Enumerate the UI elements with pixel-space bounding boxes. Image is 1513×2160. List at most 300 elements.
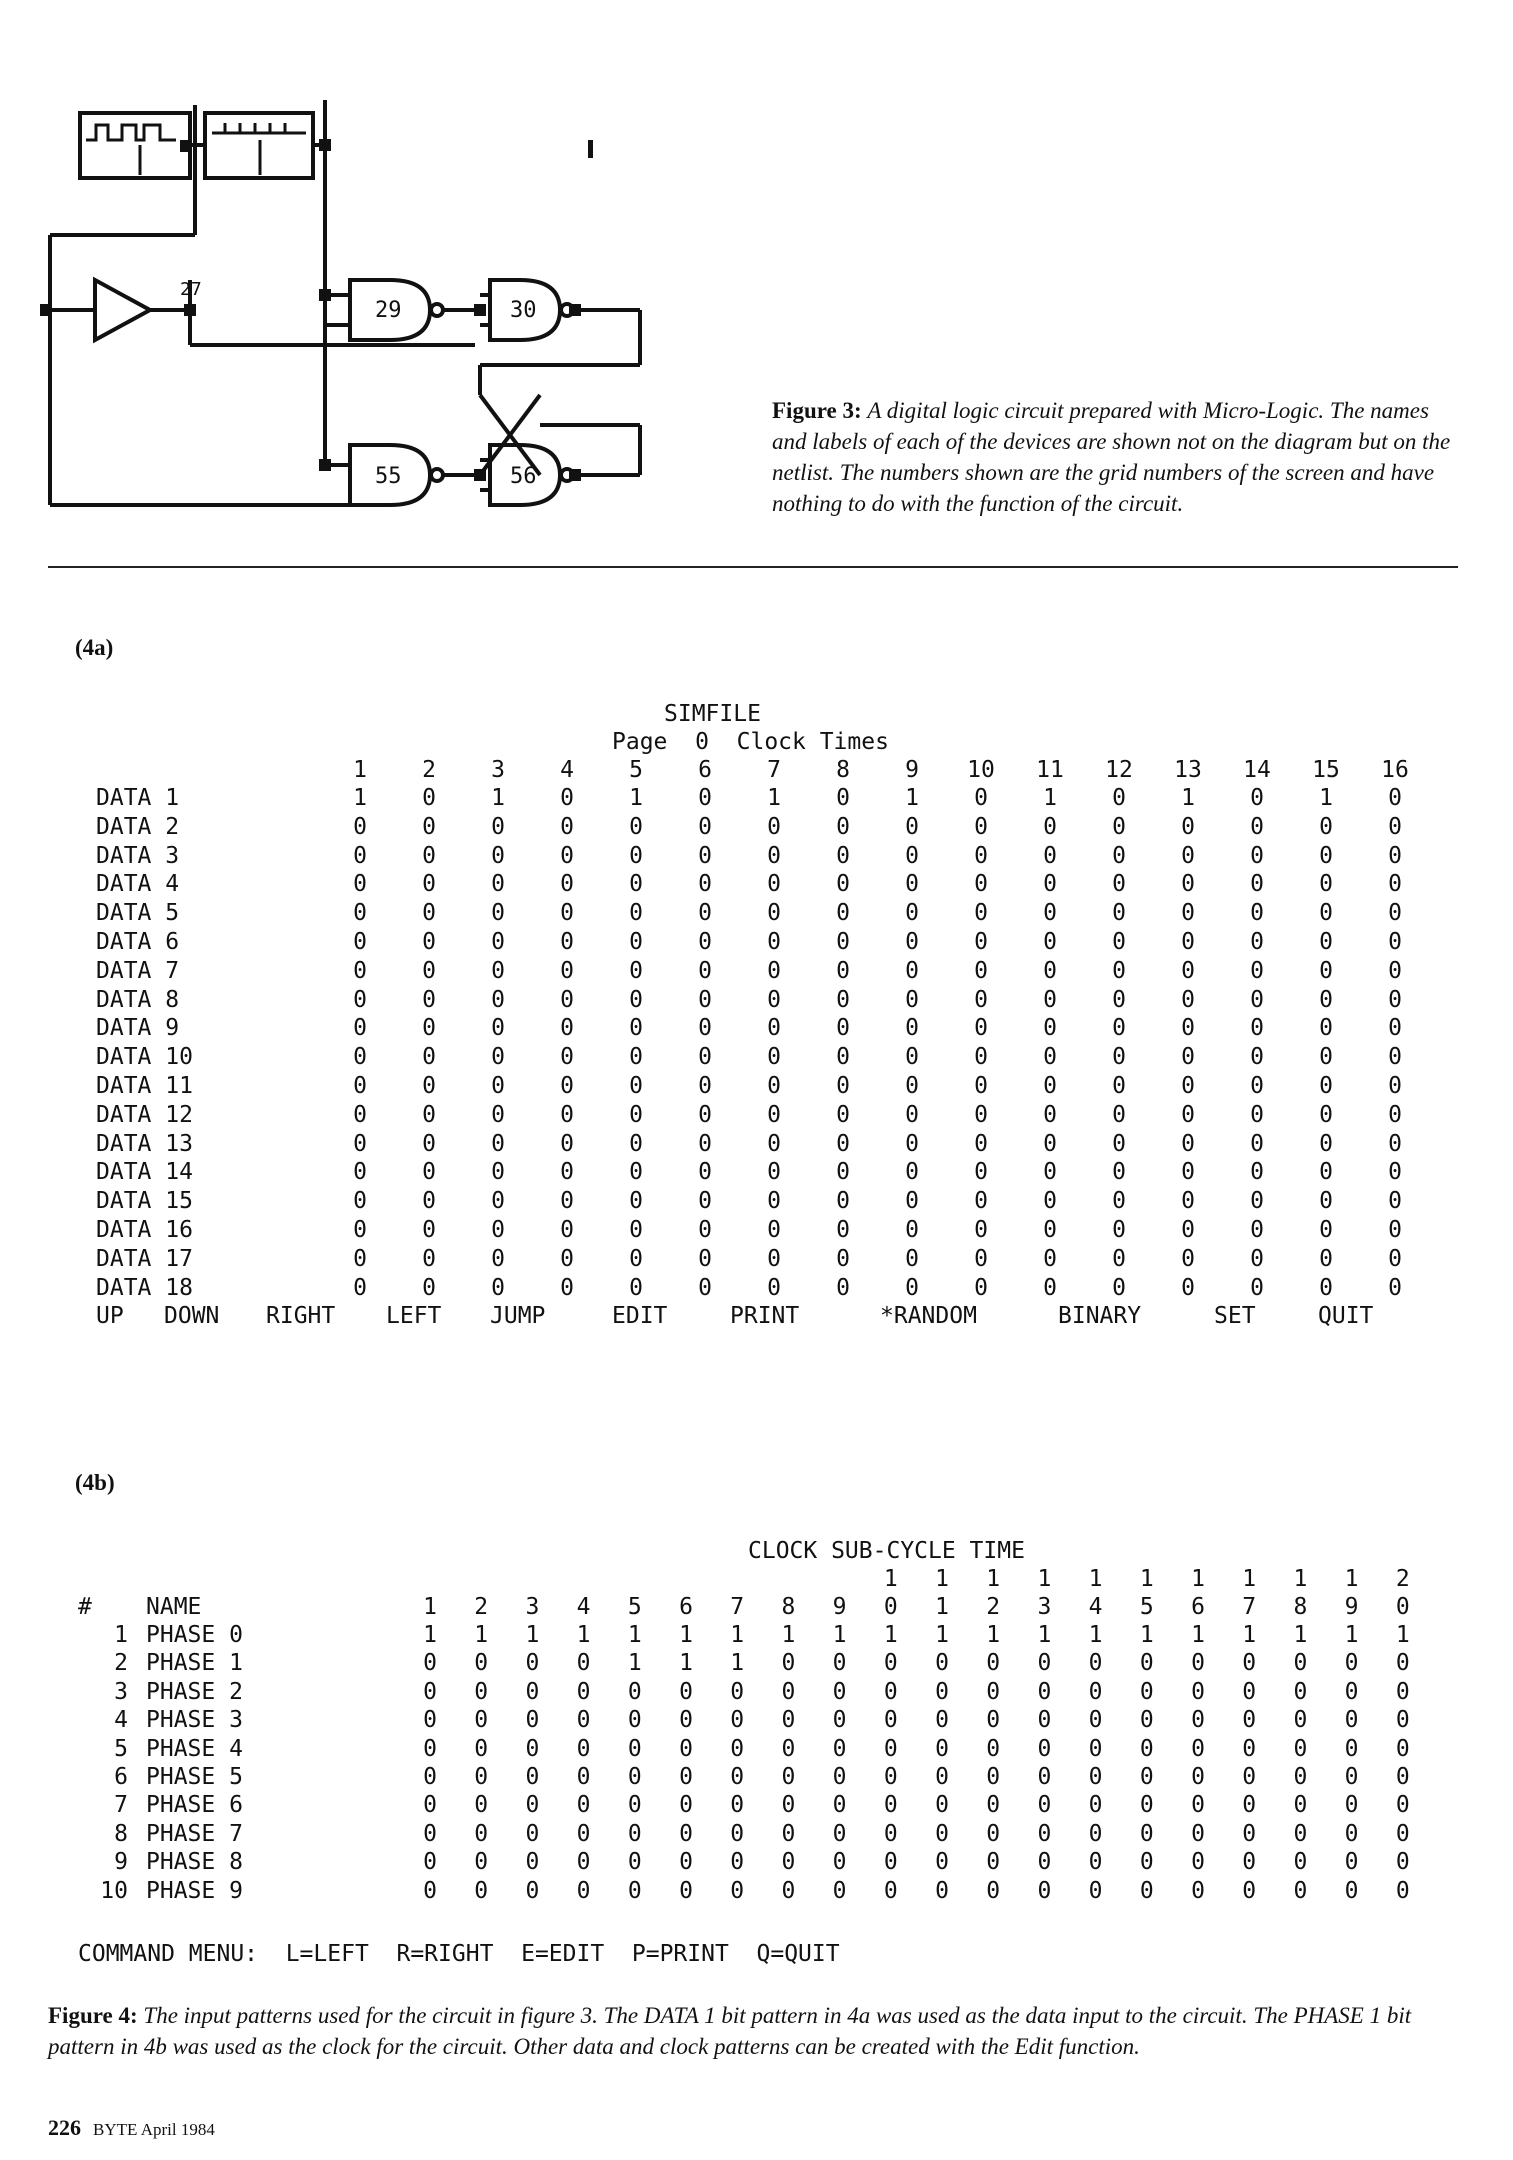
bit-cell: 0 xyxy=(1293,1820,1308,1847)
bit-cell: 0 xyxy=(836,1101,850,1128)
bit-cell: 0 xyxy=(767,813,781,840)
bit-cell: 0 xyxy=(986,1707,1001,1734)
bit-cell: 0 xyxy=(1344,1792,1359,1819)
bit-cell: 0 xyxy=(974,929,988,955)
column-header-units: 3 xyxy=(525,1594,540,1620)
bit-cell: 0 xyxy=(1112,842,1126,869)
bit-cell: 0 xyxy=(1181,1130,1195,1157)
bit-cell: 0 xyxy=(353,871,367,898)
gate-30-label: 30 xyxy=(510,298,537,323)
bit-cell: 0 xyxy=(974,1217,988,1243)
bit-cell: 0 xyxy=(905,1188,919,1215)
bit-cell: 0 xyxy=(1037,1650,1052,1677)
bit-cell: 0 xyxy=(974,1015,988,1042)
bit-cell: 0 xyxy=(730,1820,745,1847)
column-header-units: 6 xyxy=(679,1594,693,1620)
bit-cell: 0 xyxy=(1344,1650,1359,1677)
bit-cell: 0 xyxy=(1112,1274,1126,1301)
section-divider xyxy=(48,566,1458,568)
bit-cell: 0 xyxy=(836,1274,850,1301)
bit-cell: 0 xyxy=(491,957,505,984)
row-label: DATA 3 xyxy=(96,842,180,869)
bit-cell: 0 xyxy=(423,1849,437,1876)
bit-cell: 0 xyxy=(491,1015,505,1042)
bit-cell: 1 xyxy=(491,785,505,811)
bit-cell: 0 xyxy=(1388,1101,1402,1128)
bit-cell: 0 xyxy=(935,1650,949,1677)
bit-cell: 0 xyxy=(1139,1764,1154,1790)
figure-3-caption-label: Figure 3: xyxy=(772,398,862,423)
bit-cell: 0 xyxy=(1088,1849,1103,1876)
column-header-units: 7 xyxy=(1242,1594,1257,1620)
menu-item[interactable]: QUIT xyxy=(1318,1303,1374,1330)
bit-cell: 0 xyxy=(1319,1044,1333,1071)
bit-cell: 0 xyxy=(974,1044,988,1071)
bit-cell: 0 xyxy=(422,1015,436,1042)
bit-cell: 0 xyxy=(1319,957,1333,984)
gate-55-label: 55 xyxy=(375,464,402,489)
gate-29-label: 29 xyxy=(375,298,402,323)
row-label: PHASE 9 xyxy=(146,1877,243,1904)
menu-item[interactable]: *RANDOM xyxy=(880,1303,977,1330)
logic-circuit-diagram xyxy=(40,95,680,515)
bit-cell: 0 xyxy=(1043,1101,1057,1128)
publication-name: BYTE April 1984 xyxy=(93,2120,215,2139)
row-number: 9 xyxy=(114,1849,128,1876)
bit-cell: 0 xyxy=(986,1849,1001,1876)
bit-cell: 0 xyxy=(832,1792,847,1819)
bit-cell: 0 xyxy=(935,1877,949,1904)
row-label: DATA 9 xyxy=(96,1015,180,1042)
bit-cell: 0 xyxy=(1043,1245,1057,1272)
bit-cell: 0 xyxy=(1388,1073,1402,1099)
name-header: NAME xyxy=(146,1594,202,1620)
bit-cell: 0 xyxy=(1043,1044,1057,1071)
bit-cell: 0 xyxy=(422,1217,436,1243)
bit-cell: 0 xyxy=(1242,1792,1257,1819)
bit-cell: 0 xyxy=(974,813,988,840)
bit-cell: 0 xyxy=(1293,1792,1308,1819)
bit-cell: 0 xyxy=(491,900,505,927)
bit-cell: 0 xyxy=(1037,1764,1052,1790)
row-label: DATA 1 xyxy=(96,785,180,811)
bit-cell: 0 xyxy=(629,929,643,955)
bit-cell: 0 xyxy=(491,1073,505,1099)
column-header: 3 xyxy=(491,757,505,783)
bit-cell: 0 xyxy=(474,1735,489,1762)
menu-item[interactable]: UP xyxy=(96,1303,124,1330)
bit-cell: 0 xyxy=(422,1044,436,1071)
row-label: DATA 13 xyxy=(96,1130,193,1157)
bit-cell: 0 xyxy=(905,813,919,840)
bit-cell: 0 xyxy=(422,957,436,984)
row-number: 4 xyxy=(114,1707,128,1734)
row-label: DATA 15 xyxy=(96,1188,193,1215)
row-label: DATA 11 xyxy=(96,1073,193,1099)
bit-cell: 0 xyxy=(698,1274,712,1301)
bit-cell: 0 xyxy=(1181,986,1195,1013)
bit-cell: 0 xyxy=(767,842,781,869)
bit-cell: 0 xyxy=(679,1764,693,1790)
bit-cell: 1 xyxy=(1037,1622,1052,1648)
bit-cell: 0 xyxy=(422,1073,436,1099)
column-header: 10 xyxy=(967,757,995,783)
bit-cell: 1 xyxy=(986,1622,1001,1648)
bit-cell: 0 xyxy=(883,1764,898,1790)
bit-cell: 0 xyxy=(698,1015,712,1042)
bit-cell: 0 xyxy=(629,1188,643,1215)
bit-cell: 0 xyxy=(905,1159,919,1186)
bit-cell: 0 xyxy=(1344,1849,1359,1876)
bit-cell: 0 xyxy=(1088,1678,1103,1705)
bit-cell: 0 xyxy=(629,1044,643,1071)
bit-cell: 1 xyxy=(474,1622,489,1648)
row-label: DATA 16 xyxy=(96,1217,193,1243)
bit-cell: 0 xyxy=(1112,1159,1126,1186)
bit-cell: 0 xyxy=(698,1245,712,1272)
bit-cell: 0 xyxy=(1112,1044,1126,1071)
bit-cell: 0 xyxy=(832,1678,847,1705)
bit-cell: 0 xyxy=(576,1849,591,1876)
bit-cell: 0 xyxy=(560,929,574,955)
bit-cell: 0 xyxy=(974,957,988,984)
bit-cell: 0 xyxy=(1388,871,1402,898)
buffer-gate xyxy=(95,280,150,340)
figure-4a-label: (4a) xyxy=(75,635,114,660)
bit-cell: 0 xyxy=(422,986,436,1013)
bit-cell: 0 xyxy=(679,1678,693,1705)
bit-cell: 0 xyxy=(935,1678,949,1705)
bit-cell: 0 xyxy=(627,1820,642,1847)
bit-cell: 0 xyxy=(1388,1188,1402,1215)
column-header-units: 5 xyxy=(627,1594,642,1620)
figure-3-caption xyxy=(772,395,1457,519)
column-header-units: 2 xyxy=(986,1594,1001,1620)
bit-cell: 1 xyxy=(627,1622,642,1648)
bit-cell: 0 xyxy=(1242,1707,1257,1734)
bit-cell: 0 xyxy=(1112,785,1126,811)
bit-cell: 0 xyxy=(560,986,574,1013)
bit-cell: 0 xyxy=(1043,1130,1057,1157)
bit-cell: 1 xyxy=(627,1650,642,1677)
bit-cell: 0 xyxy=(353,900,367,927)
bit-cell: 0 xyxy=(836,1217,850,1243)
bit-cell: 0 xyxy=(1250,1101,1264,1128)
menu-item[interactable]: JUMP xyxy=(490,1303,546,1330)
bit-cell: 1 xyxy=(576,1622,591,1648)
bit-cell: 0 xyxy=(781,1877,796,1904)
bit-cell: 0 xyxy=(1319,871,1333,898)
bit-cell: 0 xyxy=(560,1044,574,1071)
bit-cell: 1 xyxy=(935,1622,949,1648)
bit-cell: 0 xyxy=(423,1650,437,1677)
bit-cell: 0 xyxy=(1181,1217,1195,1243)
bit-cell: 0 xyxy=(576,1877,591,1904)
bit-cell: 0 xyxy=(679,1849,693,1876)
bit-cell: 0 xyxy=(1250,1073,1264,1099)
bit-cell: 0 xyxy=(1344,1877,1359,1904)
bit-cell: 0 xyxy=(1250,842,1264,869)
bit-cell: 0 xyxy=(491,929,505,955)
bit-cell: 0 xyxy=(767,957,781,984)
bit-cell: 0 xyxy=(1388,1130,1402,1157)
row-label: DATA 10 xyxy=(96,1044,193,1071)
bit-cell: 0 xyxy=(491,986,505,1013)
bit-cell: 0 xyxy=(1112,1217,1126,1243)
bit-cell: 0 xyxy=(1319,1073,1333,1099)
bit-cell: 0 xyxy=(1388,986,1402,1013)
bit-cell: 0 xyxy=(525,1707,540,1734)
bit-cell: 0 xyxy=(1112,1188,1126,1215)
bit-cell: 0 xyxy=(560,1159,574,1186)
bit-cell: 0 xyxy=(836,1130,850,1157)
bit-cell: 1 xyxy=(781,1622,796,1648)
bit-cell: 0 xyxy=(1388,1044,1402,1071)
clock-generator-box xyxy=(80,113,190,178)
bit-cell: 0 xyxy=(836,1073,850,1099)
bit-cell: 0 xyxy=(1191,1764,1205,1790)
bit-cell: 0 xyxy=(491,1188,505,1215)
column-header-tens: 1 xyxy=(1344,1566,1359,1592)
bit-cell: 0 xyxy=(730,1707,745,1734)
bit-cell: 0 xyxy=(491,842,505,869)
bit-cell: 0 xyxy=(905,1101,919,1128)
bit-cell: 0 xyxy=(1088,1820,1103,1847)
bit-cell: 0 xyxy=(905,986,919,1013)
bit-cell: 0 xyxy=(781,1650,796,1677)
bit-cell: 0 xyxy=(905,871,919,898)
row-label: PHASE 0 xyxy=(146,1622,243,1648)
bit-cell: 0 xyxy=(935,1820,949,1847)
bit-cell: 0 xyxy=(836,813,850,840)
bit-cell: 0 xyxy=(1242,1678,1257,1705)
bit-cell: 0 xyxy=(1388,900,1402,927)
bit-cell: 0 xyxy=(836,900,850,927)
bit-cell: 0 xyxy=(491,1101,505,1128)
bit-cell: 0 xyxy=(986,1678,1001,1705)
bit-cell: 0 xyxy=(1250,1217,1264,1243)
bit-cell: 0 xyxy=(1088,1764,1103,1790)
column-header-tens: 1 xyxy=(935,1566,949,1592)
bit-cell: 0 xyxy=(1250,1130,1264,1157)
column-header: 11 xyxy=(1036,757,1064,783)
bit-cell: 0 xyxy=(474,1877,489,1904)
column-header-tens: 1 xyxy=(1242,1566,1257,1592)
bit-cell: 0 xyxy=(491,1217,505,1243)
bit-cell: 0 xyxy=(1319,1159,1333,1186)
menu-item[interactable]: LEFT xyxy=(386,1303,442,1330)
bit-cell: 0 xyxy=(679,1735,693,1762)
bit-cell: 0 xyxy=(935,1792,949,1819)
bit-cell: 0 xyxy=(698,1101,712,1128)
menu-item[interactable]: DOWN xyxy=(164,1303,220,1330)
column-header-units: 2 xyxy=(474,1594,489,1620)
bit-cell: 0 xyxy=(560,871,574,898)
bit-cell: 0 xyxy=(698,986,712,1013)
bit-cell: 0 xyxy=(1139,1877,1154,1904)
bit-cell: 1 xyxy=(832,1622,847,1648)
bit-cell: 0 xyxy=(474,1820,489,1847)
menu-item[interactable]: PRINT xyxy=(730,1303,800,1330)
bit-cell: 0 xyxy=(1139,1792,1154,1819)
hash-header: # xyxy=(78,1594,92,1620)
bit-cell: 0 xyxy=(422,900,436,927)
bit-cell: 0 xyxy=(905,929,919,955)
bit-cell: 0 xyxy=(730,1849,745,1876)
bit-cell: 0 xyxy=(1395,1764,1410,1790)
bit-cell: 0 xyxy=(629,1217,643,1243)
menu-item[interactable]: RIGHT xyxy=(266,1303,336,1330)
column-header-tens: 1 xyxy=(883,1566,898,1592)
bit-cell: 0 xyxy=(730,1764,745,1790)
bit-cell: 0 xyxy=(629,871,643,898)
column-header-units: 1 xyxy=(423,1594,437,1620)
bit-cell: 0 xyxy=(1319,1245,1333,1272)
bit-cell: 1 xyxy=(525,1622,540,1648)
bit-cell: 1 xyxy=(730,1622,745,1648)
bit-cell: 1 xyxy=(1139,1622,1154,1648)
bit-cell: 0 xyxy=(1181,957,1195,984)
bit-cell: 0 xyxy=(576,1678,591,1705)
bit-cell: 0 xyxy=(491,1274,505,1301)
bit-cell: 0 xyxy=(883,1877,898,1904)
bit-cell: 0 xyxy=(986,1735,1001,1762)
bit-cell: 0 xyxy=(974,785,988,811)
bit-cell: 0 xyxy=(974,1101,988,1128)
figure-3-caption-text: A digital logic circuit prepared with Micro-Logic. The names and labels of each of the devices are shown not on the diagram but on the netlist. The numbers shown are the grid numbers of the screen and have nothing to do with the function of the circuit. xyxy=(772,398,1451,516)
row-number: 7 xyxy=(114,1792,128,1819)
bit-cell: 0 xyxy=(767,1101,781,1128)
bit-cell: 0 xyxy=(836,1159,850,1186)
bit-cell: 0 xyxy=(883,1849,898,1876)
column-header: 6 xyxy=(698,757,712,783)
bit-cell: 0 xyxy=(1112,1245,1126,1272)
figure-4-caption-text: The input patterns used for the circuit in figure 3. The DATA 1 bit pattern in 4a was used as the data input to the circuit. The PHASE 1 bit pattern in 4b was used as the clock for the circuit. Other data and clock patterns can be created with the Edit function. xyxy=(48,2003,1412,2059)
bit-cell: 0 xyxy=(627,1707,642,1734)
bit-cell: 0 xyxy=(905,1130,919,1157)
column-header: 13 xyxy=(1174,757,1202,783)
bit-cell: 0 xyxy=(1191,1792,1205,1819)
bit-cell: 0 xyxy=(560,1130,574,1157)
bit-cell: 0 xyxy=(474,1849,489,1876)
bit-cell: 0 xyxy=(974,1073,988,1099)
column-header: 5 xyxy=(629,757,643,783)
bit-cell: 0 xyxy=(836,929,850,955)
bit-cell: 0 xyxy=(353,957,367,984)
column-header-tens: 2 xyxy=(1395,1566,1410,1592)
bit-cell: 0 xyxy=(1395,1735,1410,1762)
bit-cell: 1 xyxy=(629,785,643,811)
bit-cell: 0 xyxy=(905,1015,919,1042)
bit-cell: 0 xyxy=(1191,1820,1205,1847)
row-number: 2 xyxy=(114,1650,128,1677)
bit-cell: 0 xyxy=(1181,1274,1195,1301)
bit-cell: 0 xyxy=(1181,900,1195,927)
bit-cell: 0 xyxy=(1139,1650,1154,1677)
bit-cell: 0 xyxy=(560,1217,574,1243)
bit-cell: 0 xyxy=(1043,1073,1057,1099)
bit-cell: 0 xyxy=(422,929,436,955)
bit-cell: 0 xyxy=(698,900,712,927)
bit-cell: 0 xyxy=(576,1735,591,1762)
column-header-units: 4 xyxy=(1088,1594,1103,1620)
bit-cell: 0 xyxy=(1088,1877,1103,1904)
bit-cell: 0 xyxy=(935,1849,949,1876)
menu-item[interactable]: BINARY xyxy=(1058,1303,1142,1330)
bit-cell: 0 xyxy=(974,986,988,1013)
bit-cell: 0 xyxy=(832,1735,847,1762)
bit-cell: 0 xyxy=(629,1015,643,1042)
column-header-units: 8 xyxy=(781,1594,796,1620)
row-label: PHASE 1 xyxy=(146,1650,243,1677)
bit-cell: 0 xyxy=(935,1764,949,1790)
bit-cell: 0 xyxy=(1139,1820,1154,1847)
bit-cell: 0 xyxy=(1242,1877,1257,1904)
column-header: 12 xyxy=(1105,757,1133,783)
menu-item[interactable]: EDIT xyxy=(612,1303,668,1330)
bit-cell: 0 xyxy=(836,1015,850,1042)
bit-cell: 0 xyxy=(1344,1820,1359,1847)
bit-cell: 0 xyxy=(1388,1159,1402,1186)
bit-cell: 0 xyxy=(1181,842,1195,869)
bit-cell: 0 xyxy=(905,1217,919,1243)
bit-cell: 0 xyxy=(1242,1764,1257,1790)
row-label: DATA 18 xyxy=(96,1274,193,1301)
row-label: DATA 7 xyxy=(96,957,180,984)
bit-cell: 0 xyxy=(836,1044,850,1071)
bit-cell: 0 xyxy=(730,1678,745,1705)
figure-4b-label: (4b) xyxy=(75,1470,115,1495)
bit-cell: 0 xyxy=(974,1274,988,1301)
bit-cell: 0 xyxy=(576,1764,591,1790)
bit-cell: 1 xyxy=(1242,1622,1257,1648)
bit-cell: 0 xyxy=(905,900,919,927)
bit-cell: 0 xyxy=(1250,1159,1264,1186)
bit-cell: 1 xyxy=(679,1650,693,1677)
bit-cell: 0 xyxy=(1293,1707,1308,1734)
column-header: 8 xyxy=(836,757,850,783)
row-label: DATA 2 xyxy=(96,813,180,840)
bit-cell: 0 xyxy=(1388,929,1402,955)
bit-cell: 1 xyxy=(730,1650,745,1677)
bit-cell: 1 xyxy=(1319,785,1333,811)
bit-cell: 0 xyxy=(1250,957,1264,984)
bit-cell: 0 xyxy=(1139,1735,1154,1762)
bit-cell: 1 xyxy=(1395,1622,1410,1648)
bit-cell: 0 xyxy=(1112,957,1126,984)
column-header-units: 9 xyxy=(1344,1594,1359,1620)
menu-item[interactable]: SET xyxy=(1214,1303,1256,1330)
bit-cell: 0 xyxy=(698,842,712,869)
bit-cell: 0 xyxy=(679,1792,693,1819)
bit-cell: 0 xyxy=(1319,929,1333,955)
bit-cell: 1 xyxy=(1088,1622,1103,1648)
bit-cell: 0 xyxy=(1191,1678,1205,1705)
bit-cell: 0 xyxy=(474,1678,489,1705)
bit-cell: 1 xyxy=(905,785,919,811)
row-label: DATA 5 xyxy=(96,900,180,927)
bit-cell: 0 xyxy=(730,1877,745,1904)
bit-cell: 0 xyxy=(423,1735,437,1762)
bit-cell: 0 xyxy=(525,1820,540,1847)
bit-cell: 0 xyxy=(1037,1820,1052,1847)
bit-cell: 0 xyxy=(560,842,574,869)
column-header-tens: 1 xyxy=(986,1566,1001,1592)
bit-cell: 0 xyxy=(560,785,574,811)
bit-cell: 0 xyxy=(767,1159,781,1186)
bit-cell: 0 xyxy=(836,957,850,984)
bit-cell: 0 xyxy=(1191,1735,1205,1762)
